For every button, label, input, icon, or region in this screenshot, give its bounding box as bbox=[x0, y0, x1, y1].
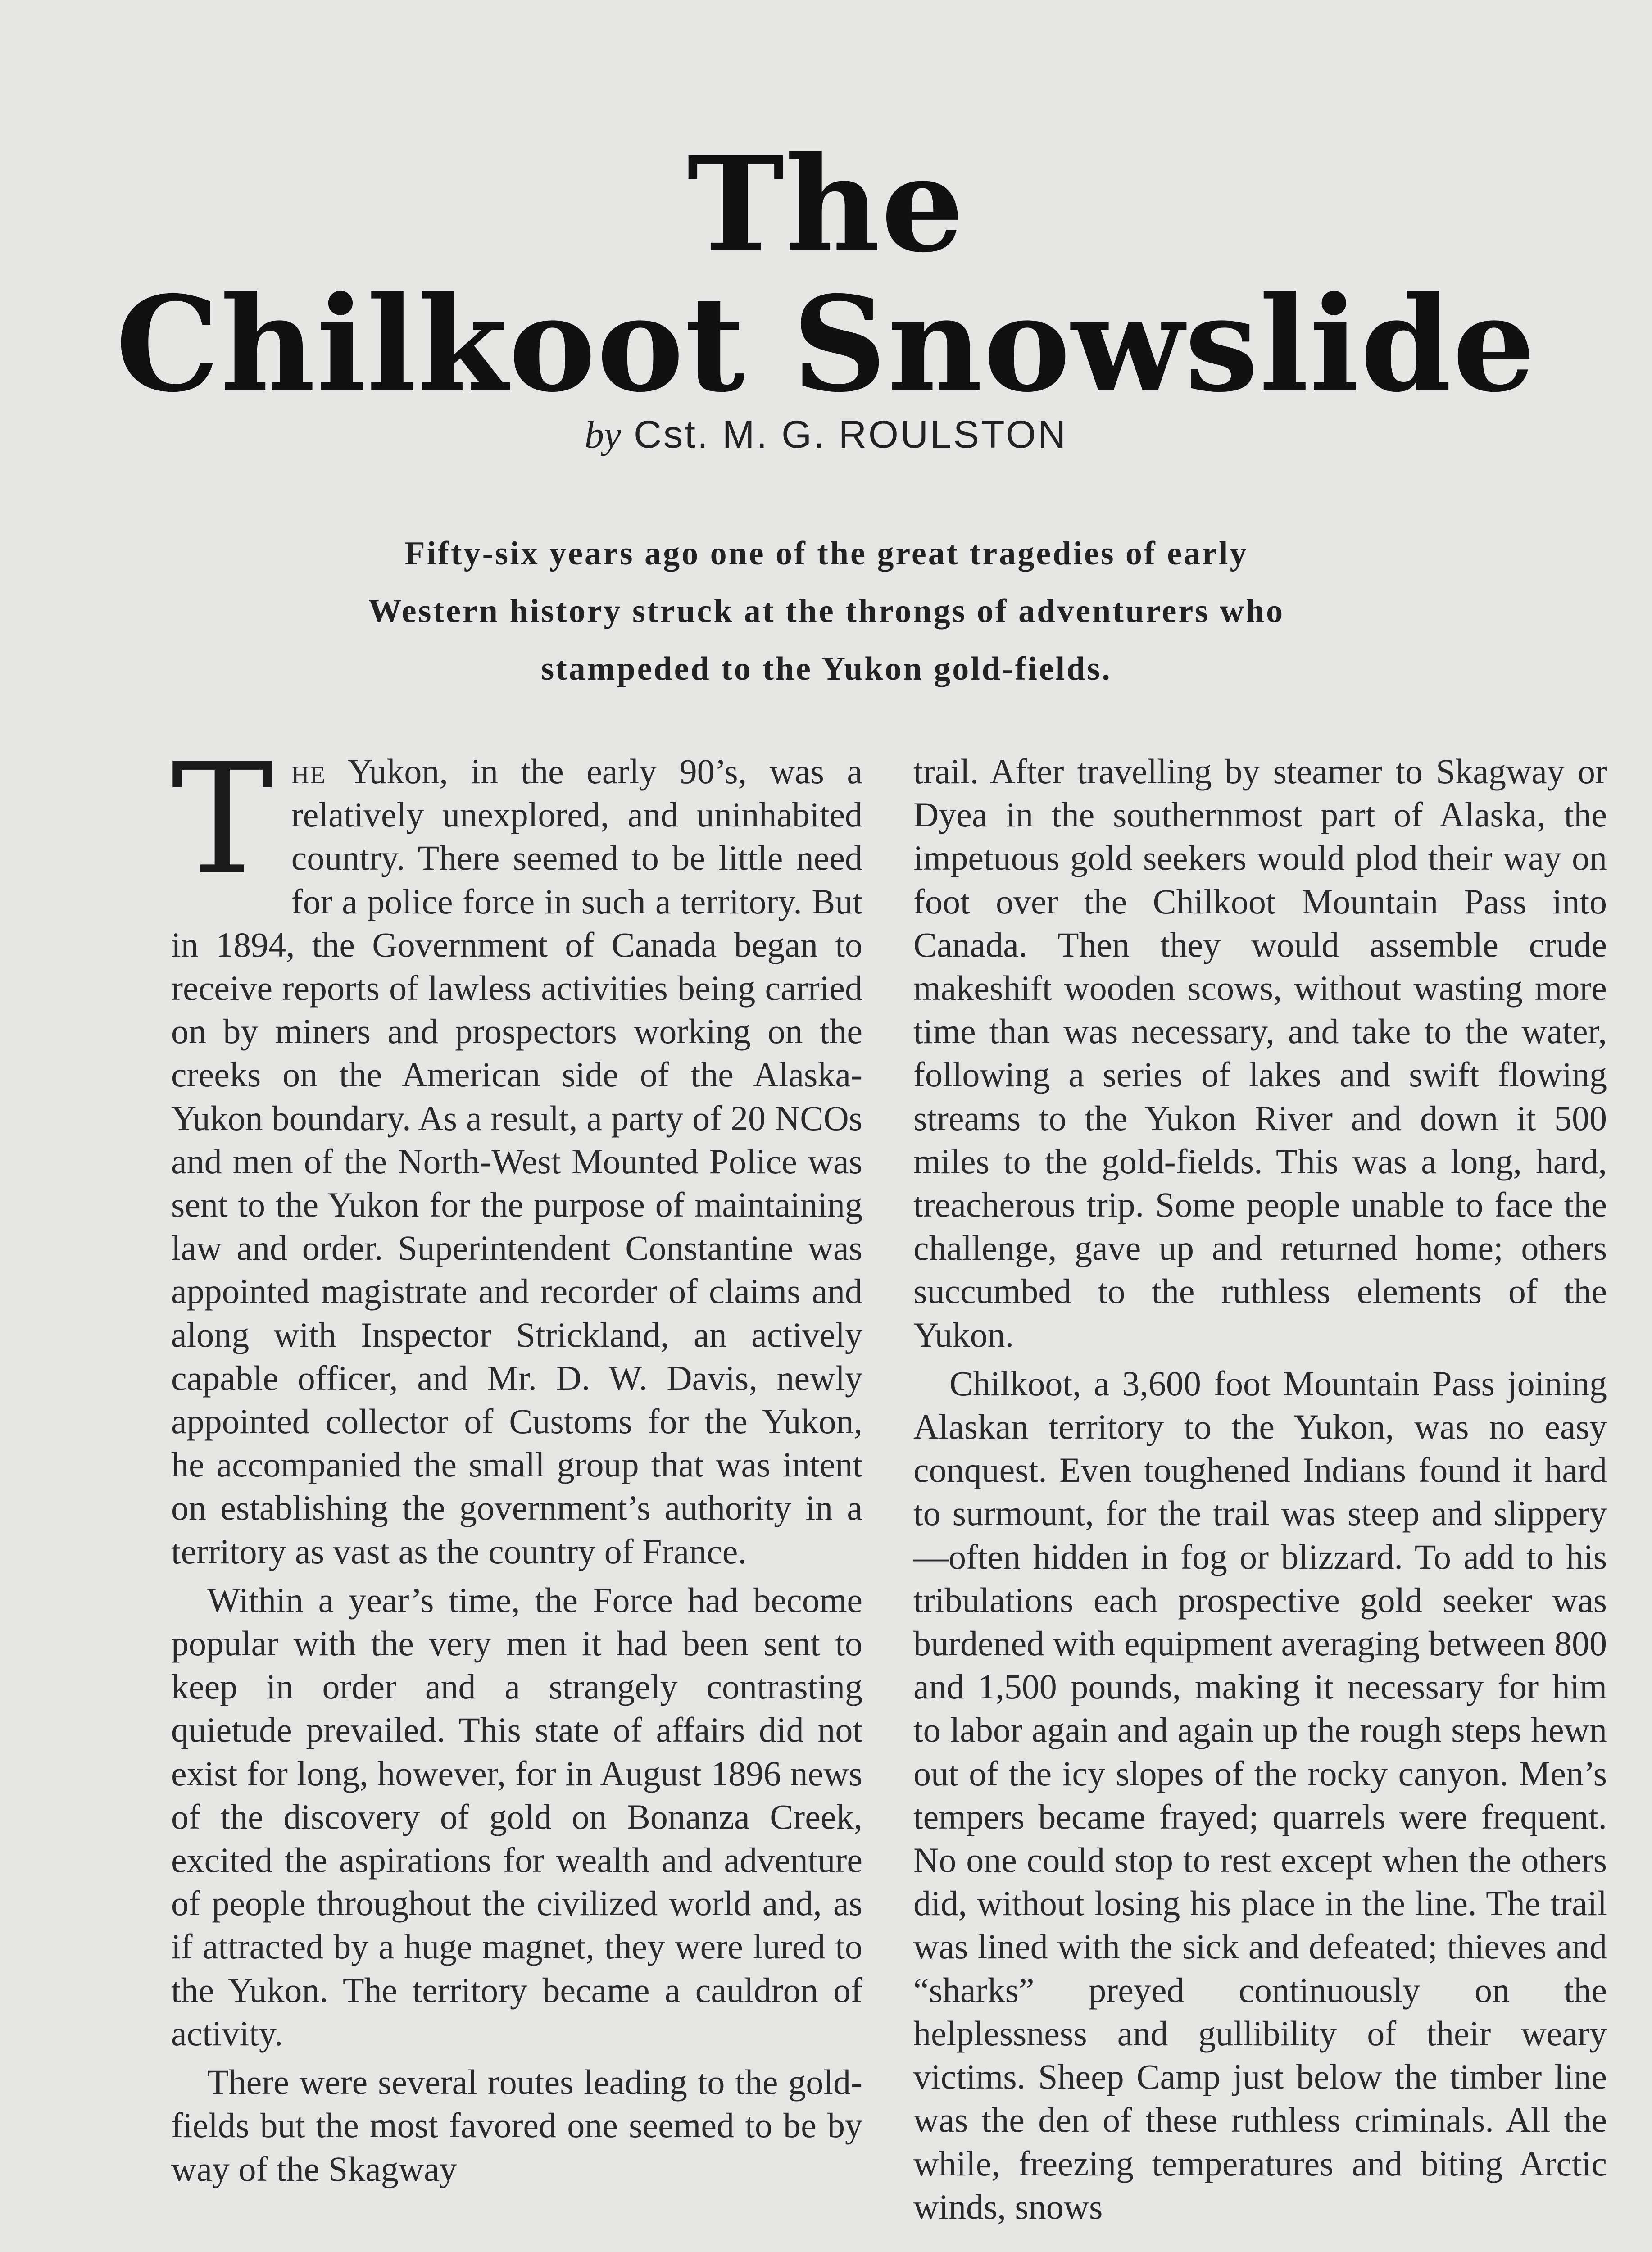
paragraph bbox=[171, 731, 862, 1573]
paragraph: trail. After travelling by steamer to Skagway or Dyea in the southernmost part of Alaska, the impetuous gold seekers would plod their way on foot over the Chilkoot Mountain Pass into Canada. Then they would assemble crude makeshift wooden scows, without wasting more time than was necessary, and take to the water, following a series of lakes and swift flowing streams to the Yukon River and down it 500 miles to the gold-fields. This was a long, hard, treacherous trip. Some people unable to face the challenge, gave up and returned home; others succumbed to the ruthless elements of the Yukon. bbox=[913, 752, 1607, 1354]
paragraph: Chilkoot, a 3,600 foot Mountain Pass joining Alaskan territory to the Yukon, was no easy conquest. Even toughened Indians found it hard to surmount, for the trail was steep and slippery—often hidden in fog or blizzard. To add to his tribulations each prospective gold seeker was burdened with equipment averaging between 800 and 1,500 pounds, making it necessary for him to labor again and again up the rough steps hewn out of the icy slopes of the rocky canyon. Men’s tempers became frayed; quarrels were frequent. No one could stop to rest except when the others did, without losing his place in the line. The trail was lined with the sick and defeated; thieves and “sharks” preyed continuously on the helplessness and gullibility of their weary victims. Sheep Camp just below the timber line was the den of these ruthless criminals. All the while, freezing temperatures and biting Arctic winds, snows bbox=[913, 1363, 1607, 2226]
left-column bbox=[171, 731, 862, 2191]
article-title-line-2: Chilkoot Snowslide bbox=[115, 268, 1537, 421]
drop-cap: T bbox=[171, 731, 273, 909]
paragraph-text: Yukon, in the early 90’s, was a relatively unexplored, and uninhabited country. There seemed to be little need for a police force in such a territory. But in 1894, the Government of Canada began to receive reports of lawless activities being carried on by miners and prospectors working on the creeks on the American side of the Alaska-Yukon boundary. As a result, a party of 20 NCOs and men of the North-West Mounted Police was sent to the Yukon for the purpose of maintaining law and order. Superintendent Constantine was appointed magistrate and recorder of claims and along with Inspector Strickland, an actively capable officer, and Mr. D. W. Davis, newly appointed collector of Customs for the Yukon, he accompanied the small group that was intent on establishing the government’s authority in a territory as vast as the country of France. bbox=[171, 752, 862, 1571]
article-deck: Fifty-six years ago one of the great tragedies of early Western history struck at the throngs of adventurers who stampeded to the Yukon gold-fields. bbox=[368, 535, 1285, 687]
paragraph: There were several routes leading to the gold-fields but the most favored one seemed to be by way of the Skagway bbox=[171, 2062, 862, 2188]
lead-in: he bbox=[291, 752, 327, 791]
byline-prefix: by bbox=[584, 413, 622, 456]
byline bbox=[0, 412, 1652, 457]
paragraph: Within a year’s time, the Force had become popular with the very men it had been sent to keep in order and a strangely contrasting quietude prevailed. This state of affairs did not exist for long, however, for in August 1896 news of the discovery of gold on Bonanza Creek, excited the aspirations for wealth and adventure of people throughout the civilized world and, as if attracted by a huge magnet, they were lured to the Yukon. The territory became a cauldron of activity. bbox=[171, 1580, 862, 2053]
right-column bbox=[913, 750, 1607, 2229]
byline-author: Cst. M. G. ROULSTON bbox=[633, 413, 1068, 456]
article-title-line-1: The bbox=[687, 128, 965, 282]
